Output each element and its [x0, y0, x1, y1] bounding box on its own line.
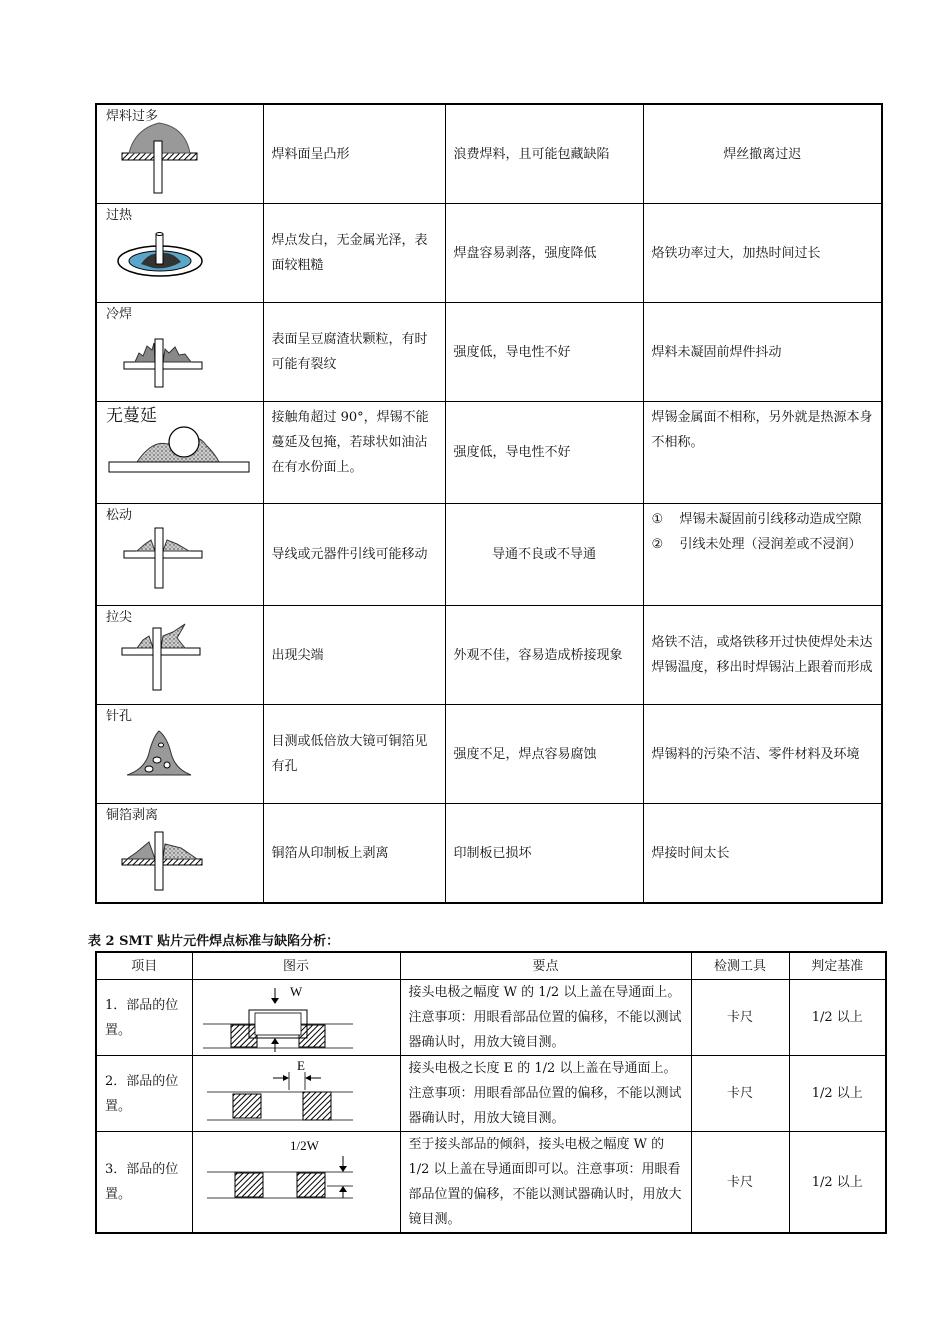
- solder-spike-icon: [97, 606, 264, 704]
- defect-cause: 烙铁不洁，或烙铁移开过快使焊处未达焊锡温度，移出时焊锡沾上跟着而形成: [643, 606, 882, 705]
- defect-cause-list: [652, 507, 874, 557]
- defect-name: 无蔓延: [106, 406, 157, 426]
- defect-name: 铜箔剥离: [106, 808, 159, 823]
- item-cell: 1．部品的位置。: [96, 980, 192, 1056]
- defect-cause: 烙铁功率过大，加热时间过长: [643, 204, 882, 303]
- criterion-cell: 1/2 以上: [789, 1056, 886, 1132]
- list-item-text: 焊锡未凝固前引线移动造成空隙: [679, 512, 862, 527]
- column-header: 要点: [400, 952, 691, 980]
- defect-feature: 表面呈豆腐渣状颗粒，有时可能有裂纹: [263, 303, 445, 402]
- defect-cause: 焊接时间太长: [643, 804, 882, 904]
- tilt-overlap-diagram-icon: [193, 1132, 401, 1232]
- table-row: [96, 402, 882, 504]
- defect-feature: 接触角超过 90°，焊锡不能蔓延及包掩，若球状如油沾在有水份面上。: [263, 402, 445, 504]
- defect-cause: 焊料未凝固前焊件抖动: [643, 303, 882, 402]
- defect-figure-cell: [96, 204, 263, 303]
- defect-feature: 焊点发白，无金属光泽，表面较粗糙: [263, 204, 445, 303]
- defect-figure-cell: [96, 104, 263, 204]
- table-row: [96, 204, 882, 303]
- loose-joint-icon: [97, 504, 264, 602]
- defect-name: 拉尖: [106, 610, 133, 625]
- length-overlap-diagram-icon: [193, 1056, 401, 1130]
- solder-defect-table: [95, 103, 883, 904]
- table-row: [96, 804, 882, 904]
- defect-feature: 焊料面呈凸形: [263, 104, 445, 204]
- defect-harm: 外观不佳，容易造成桥接现象: [445, 606, 643, 705]
- criterion-cell: 1/2 以上: [789, 980, 886, 1056]
- defect-cause: 焊锡金属面不相称，另外就是热源本身不相称。: [643, 402, 882, 504]
- defect-harm: 导通不良或不导通: [445, 504, 643, 606]
- defect-feature: 导线或元器件引线可能移动: [263, 504, 445, 606]
- diagram-cell: [192, 1056, 400, 1132]
- point-cell: 至于接头部品的倾斜，接头电极之幅度 W 的 1/2 以上盖在导通面即可以。注意事项：用眼看部品位置的偏移，不能以测试器确认时，用放大镜目测。: [400, 1132, 691, 1234]
- smt-standard-table: [95, 951, 887, 1234]
- defect-harm: 焊盘容易剥落，强度降低: [445, 204, 643, 303]
- diagram-cell: [192, 980, 400, 1056]
- defect-name: 针孔: [106, 709, 133, 724]
- defect-harm: 强度不足，焊点容易腐蚀: [445, 705, 643, 804]
- overheat-icon: [97, 204, 264, 302]
- table-row: [96, 705, 882, 804]
- defect-harm: 强度低，导电性不好: [445, 303, 643, 402]
- non-wetting-icon: [97, 402, 264, 500]
- column-header: 检测工具: [691, 952, 789, 980]
- list-item: [652, 507, 874, 532]
- dimension-label: E: [296, 1058, 305, 1073]
- tool-cell: 卡尺: [691, 1132, 789, 1234]
- defect-name: 焊料过多: [106, 109, 159, 124]
- defect-feature: 出现尖端: [263, 606, 445, 705]
- column-header: 判定基准: [789, 952, 886, 980]
- table-row: [96, 504, 882, 606]
- table-row: [96, 303, 882, 402]
- tool-cell: 卡尺: [691, 980, 789, 1056]
- table-caption: 表 2 SMT 贴片元件焊点标准与缺陷分析：: [88, 934, 340, 949]
- point-cell: 接头电极之幅度 W 的 1/2 以上盖在导通面上。注意事项：用眼看部品位置的偏移，不能以测试器确认时，用放大镜目测。: [400, 980, 691, 1056]
- width-overlap-diagram-icon: [193, 980, 401, 1054]
- defect-figure-cell: [96, 504, 263, 606]
- list-item-text: 引线未处理（浸润差或不浸润）: [679, 537, 862, 552]
- criterion-cell: 1/2 以上: [789, 1132, 886, 1234]
- table-header-row: [96, 952, 886, 980]
- defect-feature: 目测或低倍放大镜可铜箔见有孔: [263, 705, 445, 804]
- defect-harm: 浪费焊料，且可能包藏缺陷: [445, 104, 643, 204]
- defect-figure-cell: [96, 804, 263, 904]
- defect-figure-cell: [96, 303, 263, 402]
- defect-figure-cell: [96, 606, 263, 705]
- column-header: 图示: [192, 952, 400, 980]
- defect-harm: 印制板已损坏: [445, 804, 643, 904]
- column-header: 项目: [96, 952, 192, 980]
- item-cell: 3．部品的位置。: [96, 1132, 192, 1234]
- copper-lift-icon: [97, 804, 264, 902]
- table-row: [96, 606, 882, 705]
- diagram-cell: [192, 1132, 400, 1234]
- defect-feature: 铜箔从印制板上剥离: [263, 804, 445, 904]
- table-row: [96, 1132, 886, 1234]
- table-row: [96, 1056, 886, 1132]
- cold-solder-icon: [97, 303, 264, 401]
- table-row: [96, 104, 882, 204]
- defect-cause: 焊锡料的污染不洁、零件材料及环境: [643, 705, 882, 804]
- dimension-label: 1/2W: [289, 1138, 319, 1153]
- pinhole-icon: [97, 705, 264, 803]
- point-cell: 接头电极之长度 E 的 1/2 以上盖在导通面上。注意事项：用眼看部品位置的偏移，不能以测试器确认时，用放大镜目测。: [400, 1056, 691, 1132]
- defect-figure-cell: [96, 705, 263, 804]
- defect-name: 过热: [106, 208, 133, 223]
- table-row: [96, 980, 886, 1056]
- defect-figure-cell: [96, 402, 263, 504]
- defect-cause: 焊丝撤离过迟: [643, 104, 882, 204]
- item-cell: 2．部品的位置。: [96, 1056, 192, 1132]
- defect-cause-list-cell: [643, 504, 882, 606]
- list-item: [652, 532, 874, 557]
- list-item-number: ②: [651, 537, 664, 552]
- defect-name: 冷焊: [106, 307, 133, 322]
- defect-name: 松动: [106, 508, 133, 523]
- tool-cell: 卡尺: [691, 1056, 789, 1132]
- excess-solder-icon: [97, 105, 264, 203]
- list-item-number: ①: [651, 512, 664, 527]
- defect-harm: 强度低，导电性不好: [445, 402, 643, 504]
- dimension-label: W: [289, 984, 302, 999]
